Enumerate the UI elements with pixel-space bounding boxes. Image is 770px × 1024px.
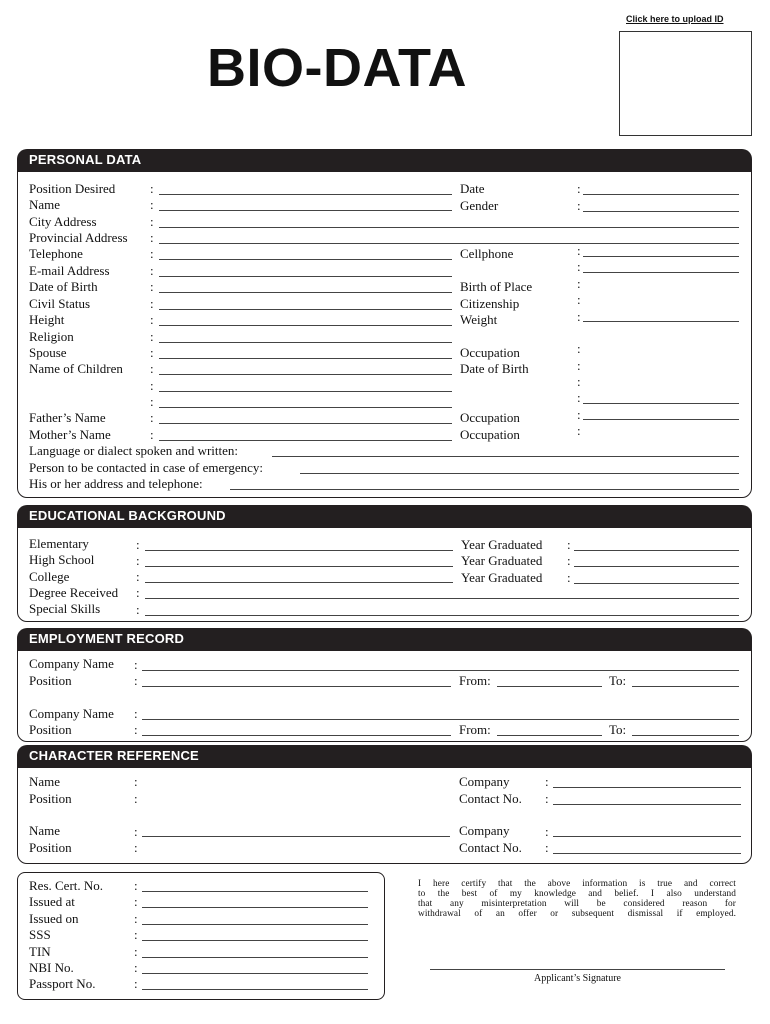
colon: : <box>134 911 138 926</box>
label-from-1: From: <box>459 673 491 688</box>
colon: : <box>136 553 140 568</box>
from-1-field[interactable] <box>497 686 602 687</box>
colon: : <box>150 181 154 196</box>
father-occupation-field[interactable] <box>583 419 739 420</box>
label-child-dob: Date of Birth <box>460 361 529 376</box>
label-company-2: Company Name <box>29 706 114 721</box>
issued-at-field[interactable] <box>142 907 368 908</box>
to-2-field[interactable] <box>632 735 739 736</box>
civil-status-field[interactable] <box>159 309 452 310</box>
ref-company-2-field[interactable] <box>553 836 741 837</box>
page-title: BIO-DATA <box>207 38 467 98</box>
emergency-address-field[interactable] <box>230 489 739 490</box>
label-tin: TIN <box>29 944 51 959</box>
colon: : <box>577 374 581 389</box>
degree-field[interactable] <box>145 598 739 599</box>
ref-contact-2-field[interactable] <box>553 853 741 854</box>
year-graduated-elementary-field[interactable] <box>574 550 739 551</box>
colon: : <box>134 774 138 789</box>
label-elementary: Elementary <box>29 536 89 551</box>
cellphone-field-2[interactable] <box>583 272 739 273</box>
colon: : <box>577 181 581 196</box>
character-heading: CHARACTER REFERENCE <box>17 745 752 767</box>
label-emergency-address: His or her address and telephone: <box>29 476 203 491</box>
label-college: College <box>29 569 70 584</box>
colon: : <box>136 585 140 600</box>
label-passport: Passport No. <box>29 976 96 991</box>
position-1-field[interactable] <box>142 686 451 687</box>
label-birth-place: Birth of Place <box>460 279 533 294</box>
passport-field[interactable] <box>142 989 368 990</box>
child-2-field[interactable] <box>159 391 452 392</box>
colon: : <box>150 312 154 327</box>
label-telephone: Telephone <box>29 246 83 261</box>
education-section <box>17 527 752 622</box>
colon: : <box>577 309 581 324</box>
colon: : <box>577 358 581 373</box>
label-spouse-occupation: Occupation <box>460 345 520 360</box>
label-weight: Weight <box>460 312 498 327</box>
label-ref-company-1: Company <box>459 774 510 789</box>
label-father: Father’s Name <box>29 410 106 425</box>
label-ref-name-2: Name <box>29 823 61 838</box>
label-position-2: Position <box>29 722 72 737</box>
label-to-2: To: <box>609 722 627 737</box>
child-3-field[interactable] <box>159 407 452 408</box>
child-1-field[interactable] <box>159 374 452 375</box>
colon: : <box>567 553 571 568</box>
colon: : <box>577 259 581 274</box>
character-section <box>17 767 752 864</box>
label-name: Name <box>29 197 61 212</box>
colon: : <box>134 824 138 839</box>
label-emergency: Person to be contacted in case of emergency: <box>29 460 264 475</box>
colon: : <box>134 927 138 942</box>
label-height: Height <box>29 312 65 327</box>
label-from-2: From: <box>459 722 491 737</box>
height-field[interactable] <box>159 325 452 326</box>
colon: : <box>150 345 154 360</box>
language-field[interactable] <box>272 456 739 457</box>
label-issued-on: Issued on <box>29 911 79 926</box>
label-company-1: Company Name <box>29 656 114 671</box>
employment-section <box>17 650 752 742</box>
colon: : <box>134 722 138 737</box>
colon: : <box>150 296 154 311</box>
colon: : <box>150 197 154 212</box>
label-cellphone: Cellphone <box>460 246 514 261</box>
tin-field[interactable] <box>142 957 368 958</box>
colon: : <box>545 840 549 855</box>
colon: : <box>136 602 140 617</box>
signature-label: Applicant’s Signature <box>534 973 621 984</box>
from-2-field[interactable] <box>497 735 602 736</box>
label-nbi: NBI No. <box>29 960 74 975</box>
colon: : <box>134 657 138 672</box>
ref-contact-1-field[interactable] <box>553 804 741 805</box>
name-field[interactable] <box>159 210 452 211</box>
weight-field[interactable] <box>583 321 739 322</box>
email-field[interactable] <box>159 276 452 277</box>
label-year-graduated-high-school: Year Graduated <box>461 553 543 568</box>
colon: : <box>150 230 154 245</box>
personal-data-heading: PERSONAL DATA <box>17 149 752 171</box>
label-email: E-mail Address <box>29 263 110 278</box>
label-gender: Gender <box>460 198 499 213</box>
label-high-school: High School <box>29 552 95 567</box>
colon: : <box>567 537 571 552</box>
year-graduated-college-field[interactable] <box>574 583 739 584</box>
colon: : <box>577 423 581 438</box>
label-issued-at: Issued at <box>29 894 75 909</box>
year-graduated-high-school-field[interactable] <box>574 566 739 567</box>
label-ref-name-1: Name <box>29 774 61 789</box>
label-ref-company-2: Company <box>459 823 510 838</box>
colon: : <box>134 673 138 688</box>
sss-field[interactable] <box>142 940 368 941</box>
label-ref-position-2: Position <box>29 840 72 855</box>
colon: : <box>150 263 154 278</box>
company-2-field[interactable] <box>142 719 739 720</box>
employment-heading: EMPLOYMENT RECORD <box>17 628 752 650</box>
colon: : <box>577 292 581 307</box>
colon: : <box>577 390 581 405</box>
label-spouse: Spouse <box>29 345 67 360</box>
certification-line: to the best of my knowledge and belief. I also understand <box>418 889 736 899</box>
colon: : <box>150 394 154 409</box>
label-provincial-address: Provincial Address <box>29 230 128 245</box>
position-2-field[interactable] <box>142 735 451 736</box>
colon: : <box>150 378 154 393</box>
father-name-field[interactable] <box>159 423 452 424</box>
ref-name-2-field[interactable] <box>142 836 450 837</box>
high-school-field[interactable] <box>145 566 453 567</box>
label-father-occupation: Occupation <box>460 410 520 425</box>
colon: : <box>134 894 138 909</box>
ref-company-1-field[interactable] <box>553 787 741 788</box>
label-city-address: City Address <box>29 214 97 229</box>
upload-id-link[interactable]: Click here to upload ID <box>626 14 724 24</box>
telephone-field[interactable] <box>159 259 452 260</box>
label-position-desired: Position Desired <box>29 181 116 196</box>
colon: : <box>136 569 140 584</box>
education-heading: EDUCATIONAL BACKGROUND <box>17 505 752 527</box>
position-desired-field[interactable] <box>159 194 452 195</box>
label-language: Language or dialect spoken and written: <box>29 443 239 458</box>
colon: : <box>134 791 138 806</box>
gender-field[interactable] <box>583 211 739 212</box>
colon: : <box>577 198 581 213</box>
label-date: Date <box>460 181 485 196</box>
colon: : <box>150 410 154 425</box>
colon: : <box>150 361 154 376</box>
res-cert-field[interactable] <box>142 891 368 892</box>
colon: : <box>134 706 138 721</box>
label-religion: Religion <box>29 329 74 344</box>
colon: : <box>545 774 549 789</box>
company-1-field[interactable] <box>142 670 739 671</box>
signature-field[interactable] <box>430 969 725 970</box>
label-position-1: Position <box>29 673 72 688</box>
college-field[interactable] <box>145 582 453 583</box>
colon: : <box>545 824 549 839</box>
label-citizenship: Citizenship <box>460 296 520 311</box>
label-res-cert: Res. Cert. No. <box>29 878 104 893</box>
label-year-graduated-elementary: Year Graduated <box>461 537 543 552</box>
date-field[interactable] <box>583 194 739 195</box>
to-1-field[interactable] <box>632 686 739 687</box>
colon: : <box>150 279 154 294</box>
label-ref-position-1: Position <box>29 791 72 806</box>
label-ref-contact-1: Contact No. <box>459 791 522 806</box>
dob-field[interactable] <box>159 292 452 293</box>
label-skills: Special Skills <box>29 601 101 616</box>
colon: : <box>577 341 581 356</box>
skills-field[interactable] <box>145 615 739 616</box>
emergency-contact-field[interactable] <box>300 473 739 474</box>
colon: : <box>577 243 581 258</box>
religion-field[interactable] <box>159 342 452 343</box>
colon: : <box>134 944 138 959</box>
label-civil-status: Civil Status <box>29 296 91 311</box>
spouse-field[interactable] <box>159 358 452 359</box>
certification-line: that any misinterpretation will be considered reason for <box>418 899 736 909</box>
label-sss: SSS <box>29 927 51 942</box>
provincial-address-field[interactable] <box>159 243 739 244</box>
mother-name-field[interactable] <box>159 440 452 441</box>
colon: : <box>134 960 138 975</box>
label-dob: Date of Birth <box>29 279 98 294</box>
colon: : <box>134 976 138 991</box>
colon: : <box>577 407 581 422</box>
certification-text <box>418 879 736 919</box>
colon: : <box>545 791 549 806</box>
child-dob-field[interactable] <box>583 403 739 404</box>
issued-on-field[interactable] <box>142 924 368 925</box>
colon: : <box>150 214 154 229</box>
colon: : <box>136 537 140 552</box>
id-photo-box[interactable] <box>619 31 752 136</box>
label-to-1: To: <box>609 673 627 688</box>
colon: : <box>134 840 138 855</box>
label-mother-occupation: Occupation <box>460 427 520 442</box>
certification-line: I here certify that the above information is true and correct <box>418 879 736 889</box>
colon: : <box>577 276 581 291</box>
elementary-field[interactable] <box>145 550 453 551</box>
certification-line: withdrawal of an offer or subsequent dismissal if employed. <box>418 909 736 919</box>
colon: : <box>150 427 154 442</box>
colon: : <box>150 246 154 261</box>
label-mother: Mother’s Name <box>29 427 111 442</box>
label-children: Name of Children <box>29 361 123 376</box>
label-ref-contact-2: Contact No. <box>459 840 522 855</box>
colon: : <box>567 570 571 585</box>
cellphone-field-1[interactable] <box>583 256 739 257</box>
colon: : <box>150 329 154 344</box>
city-address-field[interactable] <box>159 227 739 228</box>
nbi-field[interactable] <box>142 973 368 974</box>
label-degree: Degree Received <box>29 585 119 600</box>
label-year-graduated-college: Year Graduated <box>461 570 543 585</box>
colon: : <box>134 878 138 893</box>
